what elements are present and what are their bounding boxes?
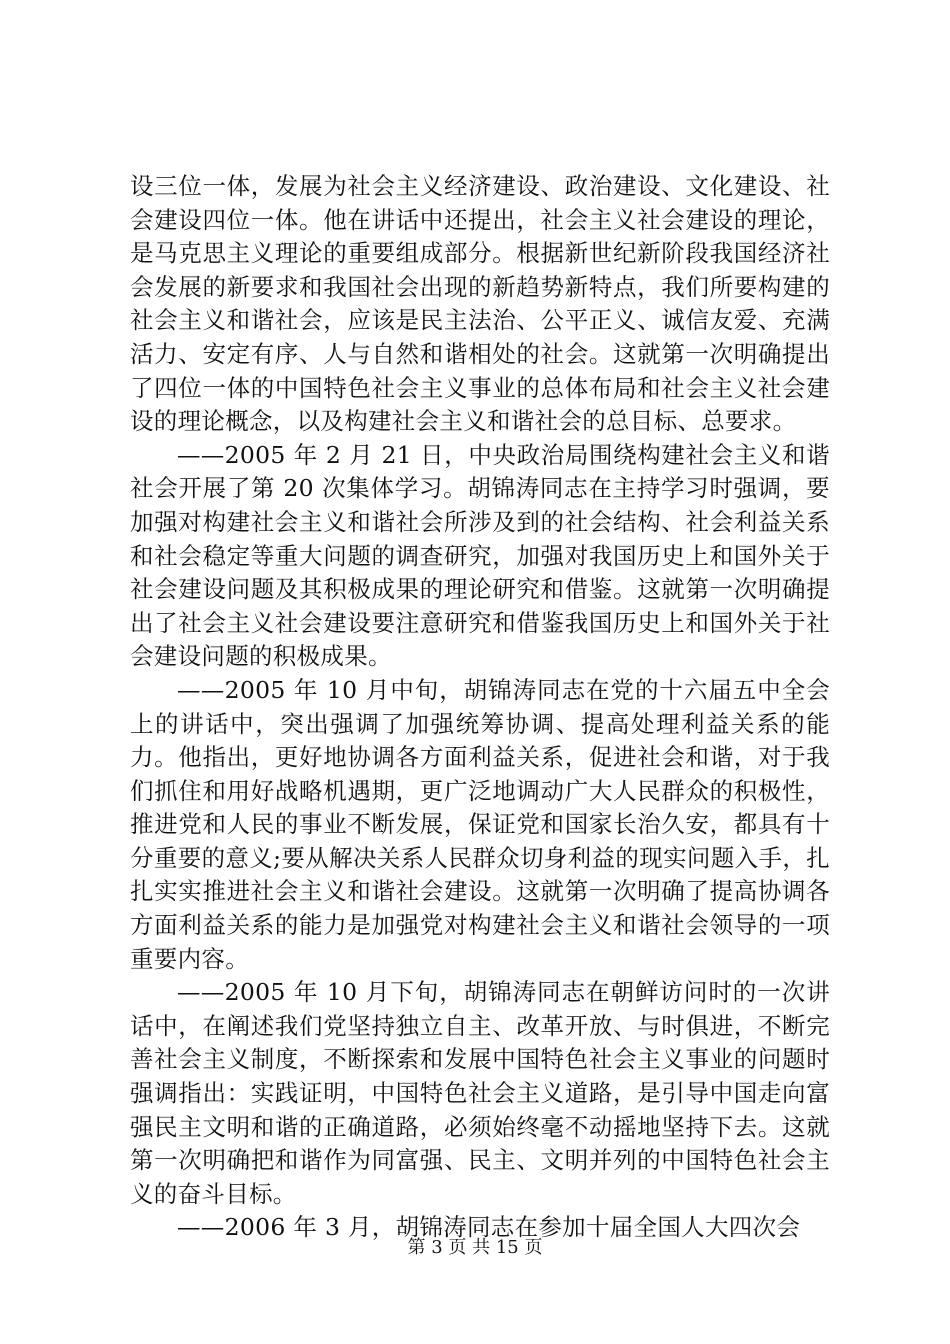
paragraph-2006-03: ——2006 年 3 月，胡锦涛同志在参加十届全国人大四次会 (177, 1213, 801, 1242)
page-footer (0, 1236, 950, 1260)
paragraph-continuation: 设三位一体，发展为社会主义经济建设、政治建设、文化建设、社会建设四位一体。他在讲话中还提出，社会主义社会建设的理论，是马克思主义理论的重要组成部分。根据新世纪新阶段我国经济社会发展的新要求和我国社会出现的新趋势新特点，我们所要构建的社会主义和谐社会，应该是民主法治、公平正义、诚信友爱、充满活力、安定有序、人与自然和谐相处的社会。这就第一次明确提出了四位一体的中国特色社会主义事业的总体布局和社会主义社会建设的理论概念，以及构建社会主义和谐社会的总目标、总要求。 (130, 172, 830, 436)
paragraph-2005-02-21: ——2005 年 2 月 21 日，中央政治局围绕构建社会主义和谐社会开展了第 20 次集体学习。胡锦涛同志在主持学习时强调，要加强对构建社会主义和谐社会所涉及到的社会结构、社会利益关系和社会稳定等重大问题的调查研究，加强对我国历史上和国外关于社会建设问题及其积极成果的理论研究和借鉴。这就第一次明确提出了社会主义社会建设要注意研究和借鉴我国历史上和国外关于社会建设问题的积极成果。 (130, 440, 830, 671)
document-body (130, 170, 830, 1245)
paragraph-2005-10-mid: ——2005 年 10 月中旬，胡锦涛同志在党的十六届五中全会上的讲话中，突出强调了加强统筹协调、提高处理利益关系的能力。他指出，更好地协调各方面利益关系，促进社会和谐，对于我们抓住和用好战略机遇期，更广泛地调动广大人民群众的积极性，推进党和人民的事业不断发展，保证党和国家长治久安，都具有十分重要的意义;要从解决关系人民群众切身利益的现实问题入手，扎扎实实推进社会主义和谐社会建设。这就第一次明确了提高协调各方面利益关系的能力是加强党对构建社会主义和谐社会领导的一项重要内容。 (130, 675, 830, 973)
paragraph-2005-10-late: ——2005 年 10 月下旬，胡锦涛同志在朝鲜访问时的一次讲话中，在阐述我们党坚持独立自主、改革开放、与时俱进，不断完善社会主义制度，不断探索和发展中国特色社会主义事业的问题时强调指出：实践证明，中国特色社会主义道路，是引导中国走向富强民主文明和谐的正确道路，必须始终毫不动摇地坚持下去。这就第一次明确把和谐作为同富强、民主、文明并列的中国特色社会主义的奋斗目标。 (130, 978, 830, 1208)
page-number-label: 第 3 页 共 15 页 (407, 1237, 543, 1258)
